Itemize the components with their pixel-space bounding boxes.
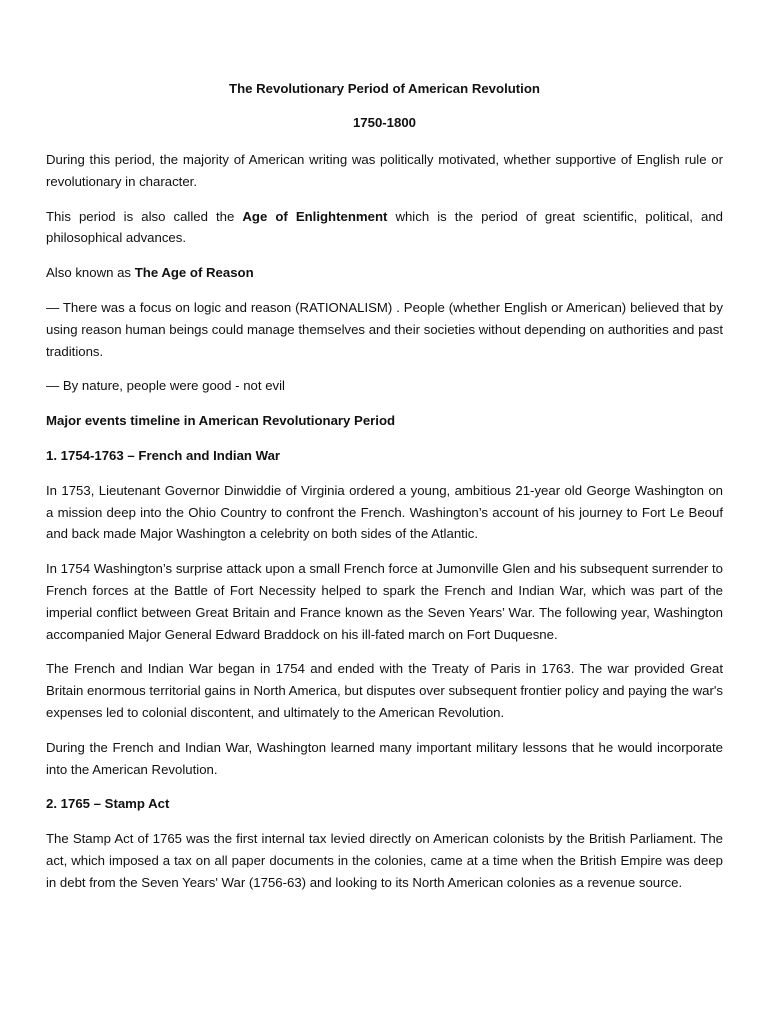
timeline-heading: Major events timeline in American Revolutionary Period (46, 413, 396, 429)
enlightenment-text-after: which is the period of great scientific, political, and philosophical advances. (46, 208, 723, 246)
rationalism-paragraph: — There was a focus on logic and reason (RATIONALISM) . People (whether English or American) believed that by using reason human beings could manage themselves and their societies without depending on authorities and past traditions. (46, 299, 723, 359)
enlightenment-text-before: This period is also called the (46, 208, 243, 224)
document-title: The Revolutionary Period of American Revolution (229, 81, 540, 96)
age-of-reason-paragraph (46, 262, 723, 284)
event-1-paragraph-2: In 1754 Washington’s surprise attack upon a small French force at Jumonville Glen and his subsequent surrender to French forces at the Battle of Fort Necessity helped to spark the French and Indian War, which was part of the imperial conflict between Great Britain and France known as the Seven Years’ War. The following year, Washington accompanied Major General Edward Braddock on his ill-fated march on Fort Duquesne. (46, 561, 723, 642)
period-years: 1750-1800 (352, 115, 417, 130)
enlightenment-paragraph (46, 206, 723, 250)
event-2-paragraph-1: The Stamp Act of 1765 was the first internal tax levied directly on American colonists by the British Parliament. The act, which imposed a tax on all paper documents in the colonies, came at a time when the British Empire was deep in debt from the Seven Years' War (1756-63) and looking to its North American colonies as a revenue source. (46, 831, 723, 890)
event-2-heading: 2. 1765 – Stamp Act (46, 796, 170, 812)
event-1-heading: 1. 1754-1763 – French and Indian War (46, 447, 281, 463)
document-page (46, 80, 723, 907)
age-of-reason-term: The Age of Reason (134, 265, 254, 281)
age-of-reason-prefix: Also known as (46, 265, 135, 281)
intro-paragraph: During this period, the majority of American writing was politically motivated, whether supportive of English rule or revolutionary in character. (46, 152, 723, 189)
event-1-paragraph-1: In 1753, Lieutenant Governor Dinwiddie of Virginia ordered a young, ambitious 21-year old George Washington on a mission deep into the Ohio Country to confront the French. Washington’s account of his journey to Fort Le Beouf and back made Major Washington a celebrity on both sides of the Atlantic. (46, 482, 723, 542)
event-1-paragraph-3: The French and Indian War began in 1754 and ended with the Treaty of Paris in 1763. The war provided Great Britain enormous territorial gains in North America, but disputes over subsequent frontier policy and paying the war's expenses led to colonial discontent, and ultimately to the American Revolution. (46, 661, 723, 720)
nature-paragraph: — By nature, people were good - not evil (46, 378, 285, 394)
event-1-paragraph-4: During the French and Indian War, Washington learned many important military lessons that he would incorporate into the American Revolution. (46, 739, 723, 777)
enlightenment-term: Age of Enlightenment (242, 208, 388, 224)
